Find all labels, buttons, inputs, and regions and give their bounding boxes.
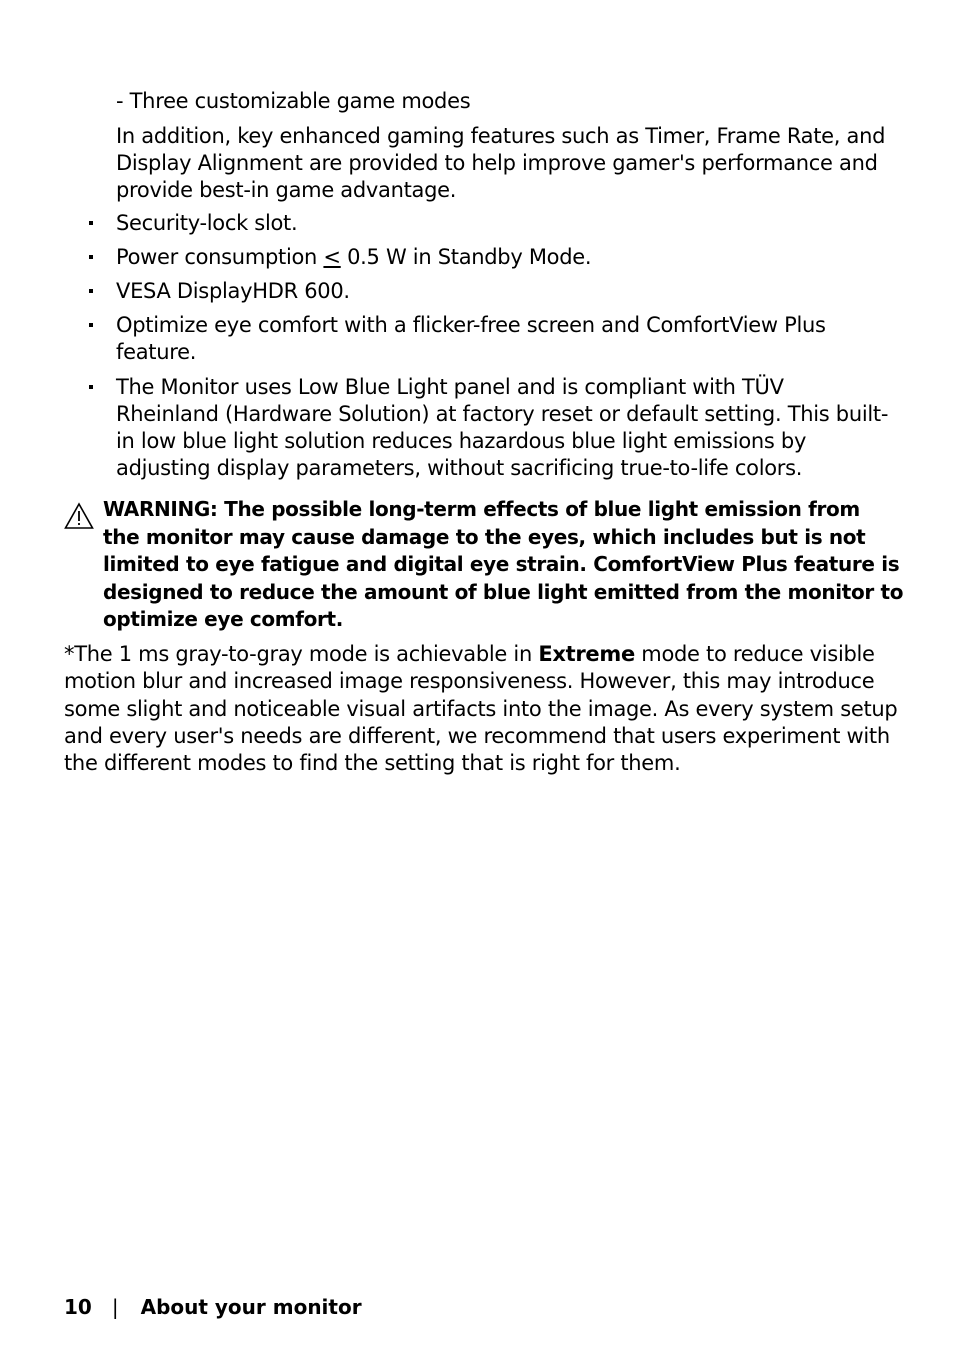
bullet-marker — [89, 385, 93, 389]
bullet-line: VESA DisplayHDR 600. — [116, 279, 350, 303]
paragraph-line: In addition, key enhanced gaming features such as Timer, Frame Rate, and — [116, 124, 886, 148]
note-line: motion blur and increased image responsiveness. However, this may introduce — [64, 669, 875, 694]
warning-line: the monitor may cause damage to the eyes, which includes but is not — [103, 524, 866, 549]
response-time-footnote — [64, 641, 898, 777]
warning-line: optimize eye comfort. — [103, 607, 344, 631]
note-line: some slight and noticeable visual artifacts into the image. As every system setup — [64, 696, 898, 721]
note-text: *The 1 ms gray-to-gray mode is achievable in — [64, 642, 539, 666]
bullet-line: in low blue light solution reduces hazardous blue light emissions by — [116, 429, 807, 453]
bullet-line: feature. — [116, 340, 197, 364]
warning-line: limited to eye fatigue and digital eye strain. ComfortView Plus feature is — [103, 552, 900, 576]
note-line — [64, 641, 884, 668]
bullet-line: adjusting display parameters, without sacrificing true-to-life colors. — [116, 456, 803, 480]
bullet-line: Security-lock slot. — [116, 211, 298, 235]
bullet-line: The Monitor uses Low Blue Light panel and is compliant with TÜV — [116, 375, 784, 399]
note-text: mode to reduce visible — [634, 642, 875, 666]
bullet-marker — [89, 221, 93, 225]
bullet-marker — [89, 323, 93, 327]
warning-line: WARNING: The possible long-term effects of blue light emission from — [103, 497, 860, 521]
bullet-line: Optimize eye comfort with a flicker-free screen and ComfortView Plus — [116, 313, 826, 337]
warning-line: designed to reduce the amount of blue light emitted from the monitor to — [103, 579, 904, 604]
paragraph-line: Display Alignment are provided to help improve gamer's performance and — [116, 151, 878, 175]
game-modes-subitem: - Three customizable game modes — [116, 89, 471, 113]
footer-separator: | — [111, 1295, 119, 1319]
note-line: and every user's needs are different, we recommend that users experiment with — [64, 723, 890, 748]
section-title: About your monitor — [140, 1295, 362, 1319]
extreme-mode-label: Extreme — [538, 642, 635, 666]
gaming-features-paragraph — [116, 123, 886, 204]
bullet-line: Power consumption < 0.5 W in Standby Mode. — [116, 245, 592, 269]
page-footer — [64, 1294, 362, 1321]
paragraph-line: provide best-in game advantage. — [116, 178, 457, 202]
note-line: the different modes to find the setting that is right for them. — [64, 751, 681, 776]
bullet-marker — [89, 255, 93, 259]
bullet-line: Rheinland (Hardware Solution) at factory reset or default setting. This built- — [116, 402, 889, 426]
warning-triangle-icon — [64, 502, 94, 530]
bullet-marker — [89, 289, 93, 293]
page-number: 10 — [64, 1295, 92, 1319]
